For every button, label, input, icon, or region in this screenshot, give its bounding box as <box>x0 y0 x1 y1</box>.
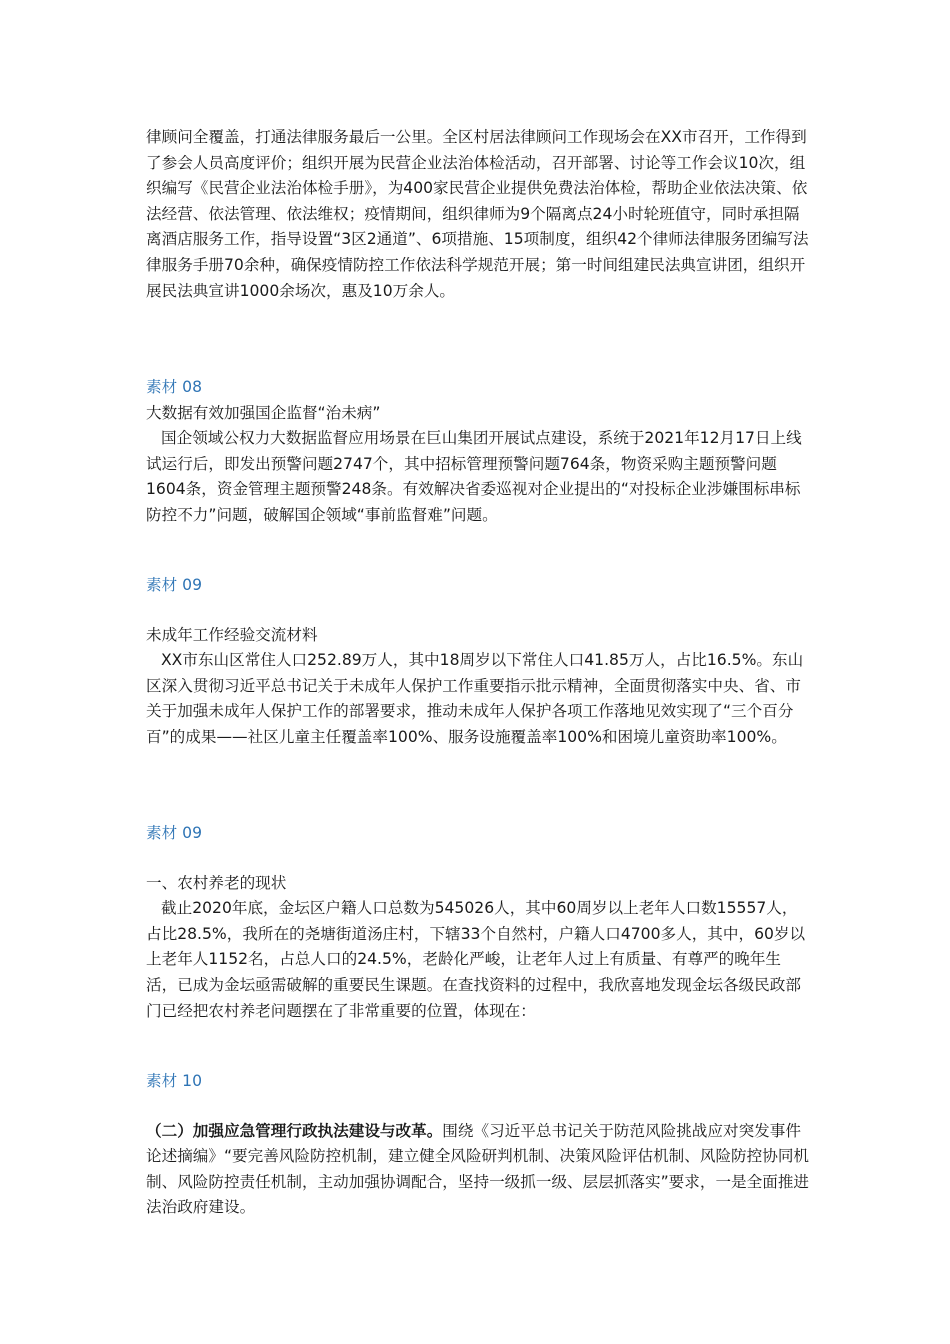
section-09a <box>146 573 812 751</box>
section-title: 未成年工作经验交流材料 <box>146 625 318 644</box>
section-body <box>146 1119 812 1221</box>
continuation-paragraph <box>146 125 812 304</box>
section-title: 一、农村养老的现状 <box>146 873 287 892</box>
section-label: 素材 08 <box>146 378 202 396</box>
section-body-text: 围绕《习近平总书记关于防范风险挑战应对突发事件论述摘编》“要完善风险防控机制，建立健全风险研判机制、决策风险评估机制、风险防控协同机制、风险防控责任机制，主动加强协调配合，坚持一级抓一级、层层抓落实”要求，一是全面推进法治政府建设。 <box>146 1121 810 1217</box>
section-09b <box>146 821 812 1024</box>
bold-lead: （二）加强应急管理行政执法建设与改革。 <box>146 1121 443 1140</box>
section-body: XX市东山区常住人口252.89万人，其中18周岁以下常住人口41.85万人，占比16.5%。东山区深入贯彻习近平总书记关于未成年人保护工作重要指示批示精神，全面贯彻落实中央、省、市关于加强未成年人保护工作的部署要求，推动未成年人保护各项工作落地见效实现了“三个百分百”的成果——社区儿童主任覆盖率100%、服务设施覆盖率100%和困境儿童资助率100%。 <box>146 651 804 746</box>
section-10 <box>146 1069 812 1221</box>
section-body: 国企领域公权力大数据监督应用场景在巨山集团开展试点建设，系统于2021年12月17日上线试运行后，即发出预警问题2747个，其中招标管理预警问题764条，物资采购主题预警问题1604条，资金管理主题预警248条。有效解决省委巡视对企业提出的“对投标企业涉嫌围标串标防控不力”问题，破解国企领域“事前监督难”问题。 <box>146 429 802 524</box>
section-body: 截止2020年底，金坛区户籍人口总数为545026人，其中60周岁以上老年人口数15557人，占比28.5%，我所在的尧塘街道汤庄村，下辖33个自然村，户籍人口4700多人，其中，60岁以上老年人1152名，占总人口的24.5%，老龄化严峻，让老年人过上有质量、有尊严的晚年生活，已成为金坛亟需破解的重要民生课题。在查找资料的过程中，我欣喜地发现金坛各级民政部门已经把农村养老问题摆在了非常重要的位置，体现在： <box>146 899 806 1020</box>
section-label: 素材 09 <box>146 576 202 594</box>
section-label: 素材 10 <box>146 1072 202 1090</box>
section-label: 素材 09 <box>146 824 202 842</box>
section-title: 大数据有效加强国企监督“治未病” <box>146 403 381 422</box>
paragraph-text: 律顾问全覆盖，打通法律服务最后一公里。全区村居法律顾问工作现场会在XX市召开，工作得到了参会人员高度评价；组织开展为民营企业法治体检活动，召开部署、讨论等工作会议10次，组织编写《民营企业法治体检手册》，为400家民营企业提供免费法治体检，帮助企业依法决策、依法经营、依法管理、依法维权；疫情期间，组织律师为9个隔离点24小时轮班值守，同时承担隔离酒店服务工作，指导设置“3区2通道”、6项措施、15项制度，组织42个律师法律服务团编写法律服务手册70余种，确保疫情防控工作依法科学规范开展；第一时间组建民法典宣讲团，组织开展民法典宣讲1000余场次，惠及10万余人。 <box>146 128 809 300</box>
section-08 <box>146 375 812 529</box>
